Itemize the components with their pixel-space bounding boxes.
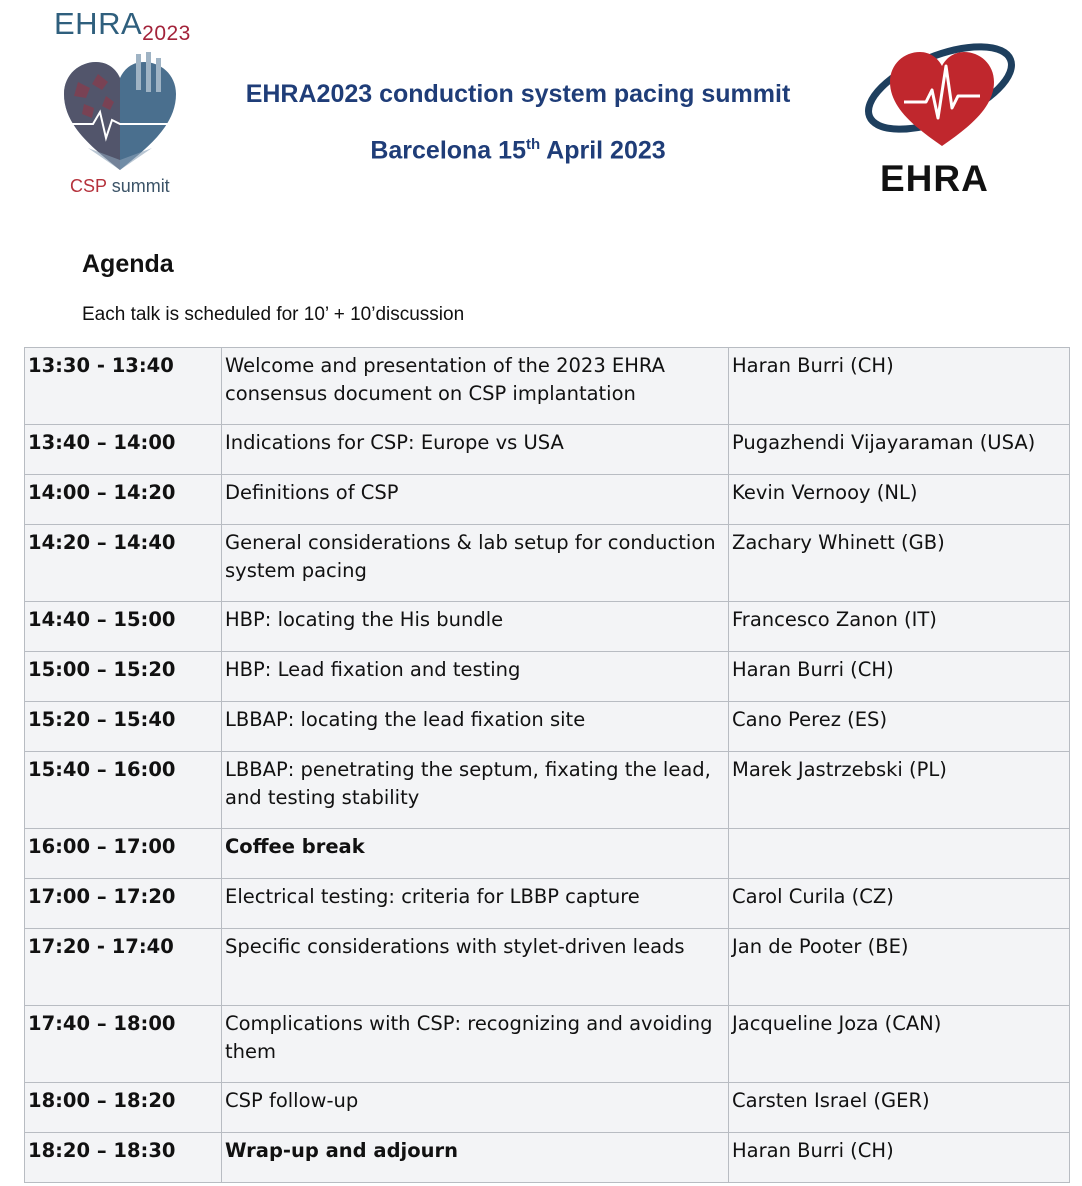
speaker-cell: Francesco Zanon (IT) [729, 602, 1070, 652]
table-row [25, 1083, 1070, 1133]
talk-cell: Specific considerations with stylet-driven leads [222, 929, 729, 1006]
time-cell: 18:00 – 18:20 [25, 1083, 222, 1133]
page-title: EHRA2023 conduction system pacing summit [245, 80, 791, 108]
agenda-table [24, 347, 1070, 1183]
table-row [25, 525, 1070, 602]
time-cell: 14:00 – 14:20 [25, 475, 222, 525]
time-cell: 17:40 – 18:00 [25, 1006, 222, 1083]
talk-cell: General considerations & lab setup for conduction system pacing [222, 525, 729, 602]
talk-cell: Complications with CSP: recognizing and avoiding them [222, 1006, 729, 1083]
table-row [25, 829, 1070, 879]
heart-cathedral-icon [58, 52, 183, 177]
table-row [25, 652, 1070, 702]
table-row [25, 425, 1070, 475]
table-row [25, 702, 1070, 752]
talk-cell: Definitions of CSP [222, 475, 729, 525]
talk-cell: HBP: Lead fixation and testing [222, 652, 729, 702]
talk-cell: Welcome and presentation of the 2023 EHRA consensus document on CSP implantation [222, 348, 729, 425]
time-cell: 17:20 - 17:40 [25, 929, 222, 1006]
speaker-cell: Carsten Israel (GER) [729, 1083, 1070, 1133]
speaker-cell: Pugazhendi Vijayaraman (USA) [729, 425, 1070, 475]
table-row [25, 929, 1070, 1006]
table-row [25, 475, 1070, 525]
speaker-cell: Marek Jastrzebski (PL) [729, 752, 1070, 829]
time-cell: 15:00 – 15:20 [25, 652, 222, 702]
agenda-heading: Agenda [82, 250, 174, 278]
ehra-wordmark: EHRA [880, 158, 989, 199]
csp-summit-caption: CSP summit [70, 176, 170, 196]
speaker-cell: Haran Burri (CH) [729, 652, 1070, 702]
table-row [25, 348, 1070, 425]
time-cell: 16:00 – 17:00 [25, 829, 222, 879]
time-cell: 17:00 – 17:20 [25, 879, 222, 929]
time-cell: 13:30 - 13:40 [25, 348, 222, 425]
heart-ecg-icon [860, 28, 1020, 158]
time-cell: 18:20 – 18:30 [25, 1133, 222, 1183]
agenda-note: Each talk is scheduled for 10’ + 10’discussion [82, 304, 465, 325]
speaker-cell: Haran Burri (CH) [729, 1133, 1070, 1183]
speaker-cell: Jacqueline Joza (CAN) [729, 1006, 1070, 1083]
talk-cell: LBBAP: locating the lead fixation site [222, 702, 729, 752]
speaker-cell: Kevin Vernooy (NL) [729, 475, 1070, 525]
talk-cell: Wrap-up and adjourn [222, 1133, 729, 1183]
csp-summit-logo [50, 4, 210, 204]
table-row [25, 602, 1070, 652]
time-cell: 15:40 – 16:00 [25, 752, 222, 829]
page-subtitle: Barcelona 15th April 2023 [370, 136, 666, 165]
talk-cell: Coffee break [222, 829, 729, 879]
speaker-cell: Haran Burri (CH) [729, 348, 1070, 425]
table-row [25, 752, 1070, 829]
ehra2023-wordmark: EHRA2023 [54, 6, 191, 45]
table-row [25, 1006, 1070, 1083]
talk-cell: HBP: locating the His bundle [222, 602, 729, 652]
speaker-cell: Carol Curila (CZ) [729, 879, 1070, 929]
talk-cell: Electrical testing: criteria for LBBP capture [222, 879, 729, 929]
time-cell: 14:40 – 15:00 [25, 602, 222, 652]
table-row [25, 1133, 1070, 1183]
talk-cell: LBBAP: penetrating the septum, fixating the lead, and testing stability [222, 752, 729, 829]
time-cell: 14:20 – 14:40 [25, 525, 222, 602]
table-row [25, 879, 1070, 929]
speaker-cell [729, 829, 1070, 879]
speaker-cell: Cano Perez (ES) [729, 702, 1070, 752]
time-cell: 13:40 – 14:00 [25, 425, 222, 475]
time-cell: 15:20 – 15:40 [25, 702, 222, 752]
speaker-cell: Zachary Whinett (GB) [729, 525, 1070, 602]
speaker-cell: Jan de Pooter (BE) [729, 929, 1070, 1006]
ehra-logo [860, 28, 1020, 198]
talk-cell: CSP follow-up [222, 1083, 729, 1133]
talk-cell: Indications for CSP: Europe vs USA [222, 425, 729, 475]
